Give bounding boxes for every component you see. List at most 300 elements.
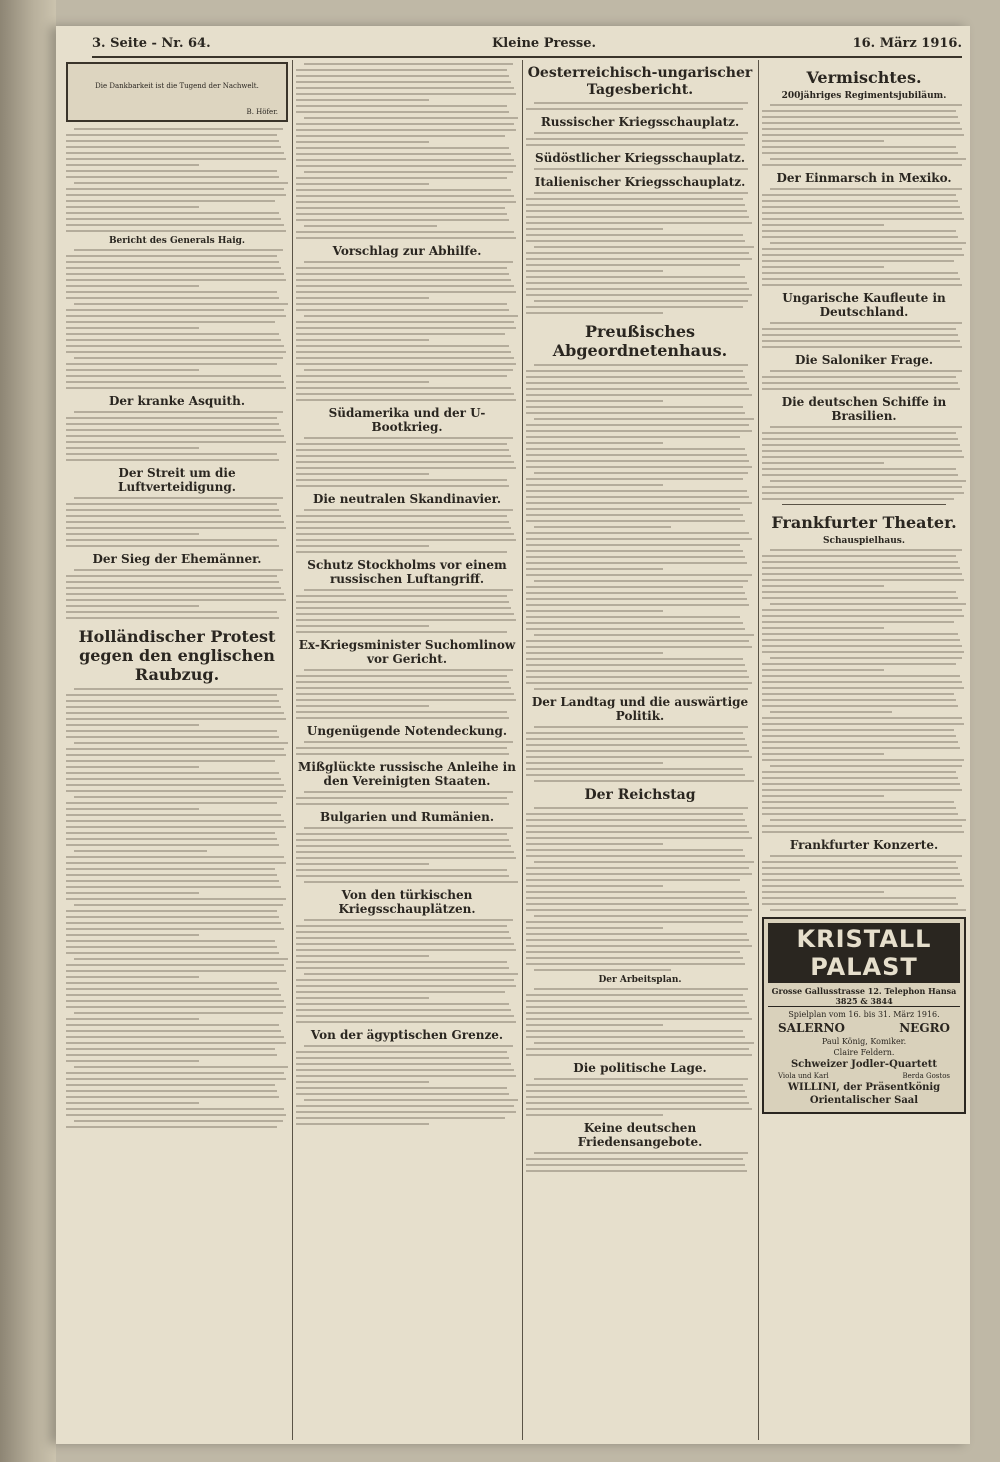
text-line bbox=[526, 288, 749, 290]
text-line bbox=[296, 711, 507, 713]
headline: Südamerika und der U-Bootkrieg. bbox=[328, 406, 486, 434]
text-line bbox=[66, 285, 199, 287]
text-line bbox=[304, 171, 513, 173]
text-line bbox=[296, 129, 516, 131]
text-line bbox=[296, 1093, 509, 1095]
text-line bbox=[534, 915, 748, 917]
text-line bbox=[762, 164, 962, 166]
text-line bbox=[296, 183, 429, 185]
headline: Der Einmarsch in Mexiko. bbox=[776, 171, 952, 185]
text-block bbox=[762, 370, 966, 390]
text-line bbox=[526, 1108, 752, 1110]
text-line bbox=[296, 443, 507, 445]
text-line bbox=[66, 134, 277, 136]
text-line bbox=[66, 429, 281, 431]
text-line bbox=[66, 1000, 284, 1002]
text-line bbox=[296, 1051, 507, 1053]
headline: Schauspielhaus. bbox=[823, 536, 905, 546]
text-line bbox=[770, 603, 966, 605]
text-line bbox=[74, 411, 283, 413]
text-line bbox=[66, 164, 199, 166]
text-line bbox=[534, 300, 748, 302]
text-line bbox=[526, 604, 749, 606]
text-line bbox=[66, 321, 275, 323]
headline: Der Streit um die Luftverteidigung. bbox=[118, 466, 236, 494]
text-block bbox=[762, 426, 966, 500]
text-line bbox=[526, 1048, 749, 1050]
text-line bbox=[526, 264, 740, 266]
text-line bbox=[526, 885, 663, 887]
headline: Mißglückte russische Anleihe in den Vereinigten Staaten. bbox=[298, 760, 516, 788]
text-block bbox=[762, 104, 966, 166]
text-line bbox=[304, 261, 513, 263]
text-line bbox=[74, 182, 288, 184]
text-block bbox=[526, 726, 754, 782]
text-line bbox=[296, 75, 509, 77]
text-line bbox=[534, 780, 754, 782]
text-line bbox=[526, 508, 740, 510]
text-line bbox=[526, 927, 663, 929]
text-line bbox=[66, 976, 199, 978]
text-line bbox=[304, 369, 513, 371]
text-line bbox=[66, 718, 286, 720]
text-line bbox=[526, 376, 745, 378]
text-line bbox=[526, 945, 752, 947]
text-line bbox=[296, 803, 509, 805]
text-line bbox=[526, 502, 752, 504]
text-line bbox=[526, 1006, 747, 1008]
text-line bbox=[66, 922, 281, 924]
text-line bbox=[296, 189, 511, 191]
text-line bbox=[526, 1164, 745, 1166]
text-block bbox=[296, 791, 518, 805]
headline: Von den türkischen Kriegsschauplätzen. bbox=[338, 888, 476, 916]
text-line bbox=[526, 1030, 743, 1032]
text-line bbox=[526, 670, 747, 672]
text-line bbox=[66, 423, 279, 425]
text-line bbox=[66, 441, 286, 443]
text-line bbox=[762, 693, 954, 695]
text-line bbox=[66, 363, 277, 365]
text-line bbox=[296, 297, 429, 299]
text-line bbox=[526, 466, 752, 468]
text-line bbox=[66, 694, 277, 696]
text-line bbox=[296, 201, 516, 203]
text-line bbox=[66, 1114, 286, 1116]
text-line bbox=[66, 1084, 275, 1086]
text-line bbox=[304, 63, 513, 65]
text-line bbox=[296, 839, 509, 841]
text-line bbox=[296, 467, 516, 469]
text-line bbox=[526, 306, 743, 308]
text-line bbox=[526, 138, 743, 140]
headline: Schutz Stockholms vor einem russischen Luftangriff. bbox=[307, 558, 507, 586]
text-line bbox=[66, 515, 281, 517]
text-line bbox=[534, 861, 754, 863]
text-line bbox=[66, 267, 281, 269]
text-line bbox=[66, 279, 286, 281]
text-line bbox=[66, 886, 281, 888]
headline: Der Sieg der Ehemänner. bbox=[92, 552, 262, 566]
text-line bbox=[762, 218, 964, 220]
text-line bbox=[304, 1045, 513, 1047]
text-line bbox=[526, 682, 752, 684]
ad-program: Spielplan vom 16. bis 31. März 1916. bbox=[788, 1010, 940, 1019]
text-line bbox=[296, 845, 511, 847]
text-line bbox=[526, 144, 745, 146]
headline: Ungenügende Notendeckung. bbox=[306, 724, 508, 738]
text-line bbox=[526, 664, 745, 666]
text-line bbox=[66, 291, 277, 293]
text-line bbox=[526, 843, 663, 845]
text-line bbox=[66, 261, 279, 263]
text-line bbox=[762, 236, 958, 238]
text-line bbox=[74, 497, 283, 499]
text-line bbox=[296, 625, 429, 627]
text-line bbox=[526, 108, 743, 110]
text-line bbox=[526, 198, 743, 200]
text-line bbox=[296, 333, 505, 335]
text-block bbox=[66, 128, 288, 232]
text-line bbox=[74, 688, 283, 690]
text-line bbox=[66, 453, 277, 455]
text-line bbox=[762, 651, 964, 653]
text-line bbox=[526, 484, 663, 486]
text-line bbox=[296, 393, 514, 395]
column-rule bbox=[758, 60, 759, 1440]
ad-act: Orientalischer Saal bbox=[809, 1095, 919, 1106]
text-line bbox=[66, 994, 281, 996]
column-3 bbox=[526, 60, 754, 1440]
text-line bbox=[762, 462, 884, 464]
text-line bbox=[526, 388, 749, 390]
text-line bbox=[296, 869, 507, 871]
text-line bbox=[304, 589, 513, 591]
text-line bbox=[296, 747, 507, 749]
text-line bbox=[534, 988, 748, 990]
text-line bbox=[534, 807, 748, 809]
text-line bbox=[534, 969, 671, 971]
column-4 bbox=[762, 60, 966, 1440]
text-line bbox=[762, 831, 964, 833]
text-line bbox=[762, 334, 958, 336]
text-line bbox=[534, 1078, 748, 1080]
text-line bbox=[296, 961, 507, 963]
text-line bbox=[296, 339, 429, 341]
text-line bbox=[526, 222, 752, 224]
text-line bbox=[762, 567, 960, 569]
text-line bbox=[296, 399, 516, 401]
text-block bbox=[66, 411, 288, 461]
text-line bbox=[526, 873, 752, 875]
text-line bbox=[526, 520, 745, 522]
text-line bbox=[66, 1054, 277, 1056]
text-line bbox=[66, 333, 279, 335]
text-line bbox=[526, 282, 747, 284]
text-line bbox=[66, 1006, 286, 1008]
text-line bbox=[66, 790, 286, 792]
text-line bbox=[296, 231, 514, 233]
text-line bbox=[526, 460, 749, 462]
text-line bbox=[66, 862, 286, 864]
headline: Frankfurter Theater. bbox=[771, 513, 957, 532]
text-line bbox=[304, 117, 518, 119]
text-line bbox=[526, 813, 743, 815]
headline: Die politische Lage. bbox=[573, 1061, 707, 1075]
text-line bbox=[66, 152, 284, 154]
text-line bbox=[296, 207, 505, 209]
text-line bbox=[526, 270, 663, 272]
text-line bbox=[526, 652, 663, 654]
text-line bbox=[762, 675, 960, 677]
text-line bbox=[762, 555, 956, 557]
text-line bbox=[762, 116, 958, 118]
text-line bbox=[526, 1096, 747, 1098]
column-rule bbox=[292, 60, 293, 1440]
text-line bbox=[66, 459, 279, 461]
text-line bbox=[66, 188, 284, 190]
text-block bbox=[762, 322, 966, 348]
text-line bbox=[66, 1108, 284, 1110]
text-line bbox=[66, 297, 279, 299]
text-line bbox=[296, 1123, 429, 1125]
text-line bbox=[296, 485, 509, 487]
text-line bbox=[526, 676, 749, 678]
text-line bbox=[526, 879, 740, 881]
text-line bbox=[296, 997, 429, 999]
text-line bbox=[770, 322, 962, 324]
text-line bbox=[526, 622, 743, 624]
text-line bbox=[296, 545, 429, 547]
text-line bbox=[296, 875, 509, 877]
text-line bbox=[296, 141, 429, 143]
text-line bbox=[296, 99, 429, 101]
text-line bbox=[66, 1018, 199, 1020]
text-line bbox=[296, 1021, 516, 1023]
text-block bbox=[526, 1078, 754, 1116]
text-line bbox=[296, 473, 429, 475]
text-line bbox=[66, 200, 275, 202]
text-line bbox=[762, 645, 962, 647]
text-line bbox=[66, 176, 279, 178]
text-line bbox=[304, 315, 518, 317]
text-line bbox=[66, 946, 277, 948]
text-line bbox=[534, 132, 748, 134]
text-line bbox=[526, 210, 747, 212]
text-line bbox=[526, 598, 747, 600]
text-line bbox=[66, 599, 286, 601]
text-line bbox=[66, 545, 279, 547]
headline: Keine deutschen Friedensangebote. bbox=[577, 1121, 703, 1149]
text-line bbox=[762, 669, 884, 671]
text-line bbox=[770, 765, 962, 767]
text-line bbox=[66, 140, 279, 142]
text-line bbox=[296, 81, 511, 83]
text-line bbox=[66, 170, 277, 172]
text-line bbox=[526, 412, 745, 414]
text-line bbox=[762, 284, 962, 286]
text-line bbox=[762, 807, 956, 809]
text-line bbox=[762, 346, 962, 348]
text-line bbox=[526, 312, 663, 314]
text-line bbox=[296, 147, 509, 149]
text-line bbox=[66, 1036, 284, 1038]
text-line bbox=[762, 591, 956, 593]
text-line bbox=[304, 669, 513, 671]
text-line bbox=[296, 321, 514, 323]
column-2 bbox=[296, 60, 518, 1440]
text-line bbox=[770, 657, 962, 659]
text-block bbox=[762, 855, 966, 911]
text-line bbox=[66, 309, 284, 311]
text-line bbox=[762, 813, 958, 815]
text-line bbox=[296, 111, 509, 113]
advertisement-box bbox=[762, 917, 966, 1114]
text-line bbox=[296, 153, 511, 155]
headline: Der kranke Asquith. bbox=[109, 394, 245, 408]
text-line bbox=[526, 628, 745, 630]
text-line bbox=[526, 957, 743, 959]
text-line bbox=[66, 521, 284, 523]
text-line bbox=[526, 867, 749, 869]
text-line bbox=[762, 897, 956, 899]
text-line bbox=[526, 909, 752, 911]
text-line bbox=[296, 351, 511, 353]
text-line bbox=[66, 952, 279, 954]
text-line bbox=[66, 916, 279, 918]
text-block bbox=[762, 549, 966, 833]
text-line bbox=[526, 891, 745, 893]
text-line bbox=[66, 447, 199, 449]
text-line bbox=[66, 1024, 279, 1026]
text-line bbox=[762, 248, 962, 250]
text-line bbox=[66, 1102, 199, 1104]
text-line bbox=[296, 381, 429, 383]
text-line bbox=[296, 375, 507, 377]
text-line bbox=[74, 303, 288, 305]
text-line bbox=[526, 496, 749, 498]
text-line bbox=[74, 1120, 283, 1122]
text-line bbox=[526, 903, 749, 905]
text-line bbox=[762, 885, 964, 887]
text-line bbox=[296, 675, 507, 677]
text-line bbox=[526, 424, 749, 426]
text-line bbox=[526, 744, 747, 746]
text-line bbox=[526, 1024, 663, 1026]
text-line bbox=[296, 931, 509, 933]
text-line bbox=[762, 639, 960, 641]
headline: Von der ägyptischen Grenze. bbox=[310, 1028, 504, 1042]
headline: Der Landtag und die auswärtige Politik. bbox=[531, 695, 749, 723]
text-line bbox=[526, 1036, 745, 1038]
text-line bbox=[296, 619, 516, 621]
text-line bbox=[762, 474, 958, 476]
text-line bbox=[296, 455, 511, 457]
text-line bbox=[526, 228, 663, 230]
text-line bbox=[762, 879, 962, 881]
text-line bbox=[762, 861, 956, 863]
text-line bbox=[296, 979, 514, 981]
text-line bbox=[762, 825, 962, 827]
text-line bbox=[526, 448, 745, 450]
text-line bbox=[526, 1054, 752, 1056]
text-line bbox=[526, 562, 747, 564]
text-line bbox=[66, 820, 284, 822]
headline: Bulgarien und Rumänien. bbox=[319, 810, 495, 824]
text-line bbox=[66, 375, 281, 377]
text-line bbox=[304, 973, 518, 975]
text-line bbox=[762, 438, 958, 440]
ad-act: Claire Feldern. bbox=[833, 1048, 895, 1057]
text-line bbox=[296, 105, 507, 107]
text-line bbox=[66, 212, 279, 214]
text-line bbox=[526, 994, 743, 996]
ad-act: Paul König, Komiker. bbox=[821, 1037, 907, 1046]
text-block bbox=[526, 192, 754, 314]
text-line bbox=[762, 224, 884, 226]
text-line bbox=[74, 357, 283, 359]
text-line bbox=[66, 1048, 275, 1050]
text-line bbox=[762, 140, 884, 142]
ad-act: NEGRO bbox=[899, 1021, 950, 1035]
text-line bbox=[526, 855, 745, 857]
text-block bbox=[526, 807, 754, 971]
text-line bbox=[66, 1072, 284, 1074]
page-number: 3. Seite - Nr. 64. bbox=[92, 36, 211, 51]
text-line bbox=[534, 580, 748, 582]
headline: Bericht des Generals Haig. bbox=[108, 236, 246, 246]
ad-act: SALERNO bbox=[778, 1021, 845, 1035]
text-line bbox=[74, 796, 283, 798]
text-line bbox=[534, 364, 748, 366]
text-block bbox=[526, 364, 754, 690]
book-spine bbox=[0, 0, 56, 1462]
quote-text: Die Dankbarkeit ist die Tugend der Nachwelt. bbox=[95, 82, 259, 90]
headline: Preußisches Abgeordnetenhaus. bbox=[552, 322, 728, 360]
text-line bbox=[296, 1015, 514, 1017]
text-block bbox=[296, 669, 518, 719]
text-line bbox=[762, 789, 962, 791]
text-line bbox=[770, 104, 962, 106]
text-line bbox=[66, 218, 281, 220]
text-line bbox=[526, 538, 752, 540]
headline: Russischer Kriegsschauplatz. bbox=[540, 115, 740, 129]
text-line bbox=[762, 699, 956, 701]
text-line bbox=[66, 339, 281, 341]
text-line bbox=[66, 814, 281, 816]
paper-name: Kleine Presse. bbox=[492, 36, 597, 51]
text-line bbox=[770, 909, 966, 911]
ad-act: WILLINI, der Präsentkönig bbox=[787, 1082, 941, 1093]
text-line bbox=[526, 756, 752, 758]
text-line bbox=[296, 327, 516, 329]
text-line bbox=[762, 486, 962, 488]
text-line bbox=[296, 797, 507, 799]
text-line bbox=[296, 1087, 507, 1089]
text-line bbox=[770, 158, 966, 160]
text-line bbox=[66, 1096, 279, 1098]
text-line bbox=[66, 700, 279, 702]
headline: Ungarische Kaufleute in Deutschland. bbox=[782, 291, 946, 319]
headline: Frankfurter Konzerte. bbox=[789, 838, 939, 852]
text-line bbox=[762, 867, 958, 869]
text-line bbox=[66, 527, 286, 529]
text-line bbox=[296, 285, 514, 287]
text-line bbox=[526, 732, 743, 734]
text-block bbox=[66, 497, 288, 547]
text-line bbox=[762, 891, 884, 893]
text-line bbox=[296, 345, 509, 347]
